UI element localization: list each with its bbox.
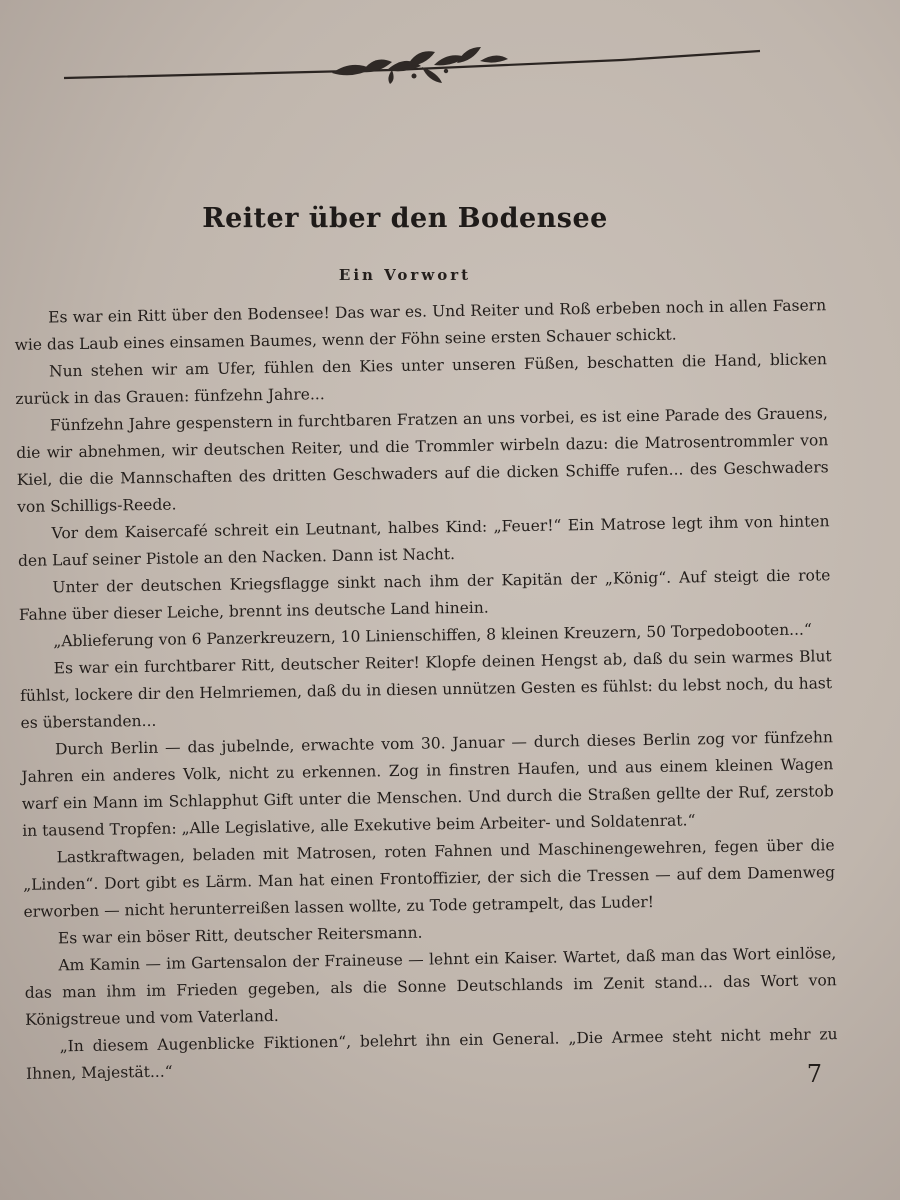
paragraph: Es war ein Ritt über den Bodensee! Das war es. Und Reiter und Roß erbeben noch in allen Fasern wie das Laub eines einsamen Baumes, wenn der Föhn seine ersten Schauer schickt. [14,296,827,354]
paragraph: Vor dem Kaisercafé schreit ein Leutnant, halbes Kind: „Feuer!“ Ein Matrose legt ihm von hinten den Lauf seiner Pistole an den Nacken. Dann ist Nacht. [17,512,830,570]
paragraph: Durch Berlin — das jubelnde, erwachte vom 30. Januar — durch dieses Berlin zog vor fünfzehn Jahren ein anderes Volk, nicht zu erkennen. Zog in finstren Haufen, und aus einem kleinen Wagen warf ein Mann im Schlapphut Gift unter die Menschen. Und durch die Straßen gellte der Ruf, zerstob in tausend Tropfen: „Alle Legislative, alle Exekutive beim Arbeiter- und Soldatenrat.“ [21,728,834,840]
vine-ornament-divider [62,40,762,90]
paragraph: „Ablieferung von 6 Panzerkreuzern, 10 Linienschiffen, 8 kleinen Kreuzern, 50 Torpedobooten...“ [53,620,812,651]
paragraph: Es war ein furchtbarer Ritt, deutscher Reiter! Klopfe deinen Hengst ab, daß du sein warmes Blut fühlst, lockere dir den Helmriemen, daß du in diesen unnützen Gesten es fühlst: du lebst noch, du hast es überstanden... [20,647,833,732]
paragraph: Es war ein böser Ritt, deutscher Reitersmann. [57,923,423,948]
paragraph: Am Kamin — im Gartensalon der Fraineuse — lehnt ein Kaiser. Wartet, daß man das Wort einlöse, das man ihm im Frieden gegeben, als die Sonne Deutschlands im Zenit stand... das Wort von Königstreue und vom Vaterland. [24,944,837,1029]
paragraph: Fünfzehn Jahre gespenstern in furchtbaren Fratzen an uns vorbei, es ist eine Parade des Grauens, die wir abnehmen, wir deutschen Reiter, und die Trommler wirbeln dazu: die Matrosentrommler von Kiel, die die Mannschaften des dritten Geschwaders auf die dicken Schiffe rufen... des Geschwaders von Schilligs-Reede. [16,404,829,516]
chapter-title: Reiter über den Bodensee [202,203,608,234]
paragraph: Nun stehen wir am Ufer, fühlen den Kies unter unseren Füßen, beschatten die Hand, blicken zurück in das Grauen: fünfzehn Jahre... [15,350,828,408]
body-text [14,292,838,1088]
chapter-subtitle: Ein Vorwort [338,266,472,284]
paragraph: Unter der deutschen Kriegsflagge sinkt nach ihm der Kapitän der „König“. Auf steigt die rote Fahne über dieser Leiche, brennt ins deutsche Land hinein. [18,566,831,624]
page-number: 7 [806,1060,822,1088]
paragraph: Lastkraftwagen, beladen mit Matrosen, roten Fahnen und Maschinengewehren, fegen über die „Linden“. Dort gibt es Lärm. Man hat einen Frontoffizier, der sich die Tressen — auf dem Damenweg erworben — nicht herunterreißen lassen wollte, zu Tode getrampelt, das Luder! [22,836,836,921]
paragraph: „In diesem Augenblicke Fiktionen“, belehrt ihn ein General. „Die Armee steht nicht mehr zu Ihnen, Majestät...“ [25,1025,838,1083]
